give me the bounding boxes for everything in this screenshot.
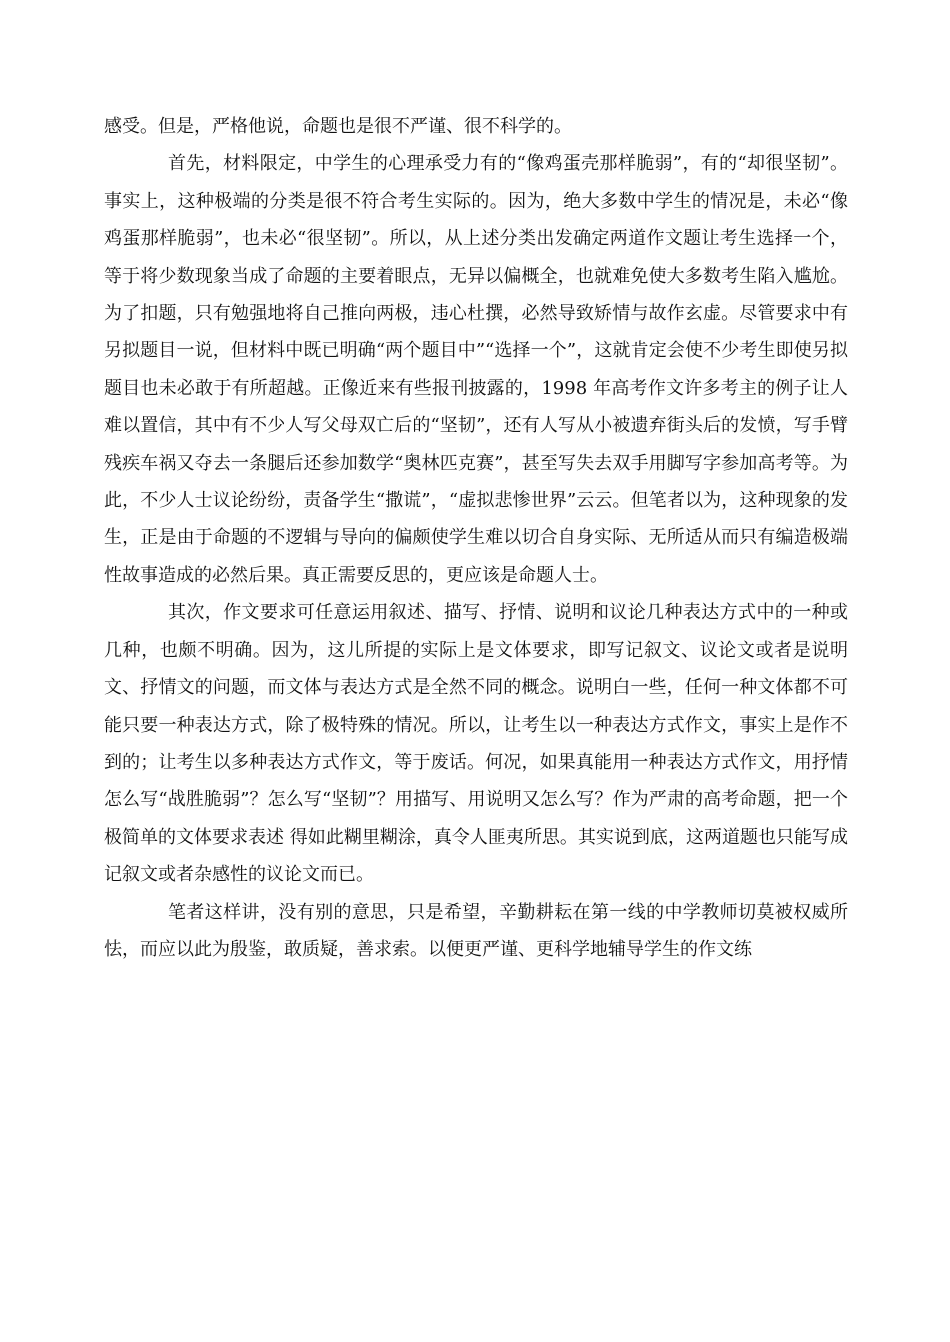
paragraph-second-point: 其次，作文要求可任意运用叙述、描写、抒情、说明和议论几种表达方式中的一种或几种，也颇不明确。因为，这儿所提的实际上是文体要求，即写记叙文、议论文或者是说明文、抒情文的问题，而文体与表达方式是全然不同的概念。说明白一些，任何一种文体都不可能只要一种表达方式，除了极特殊的情况。所以，让考生以一种表达方式作文，事实上是作不到的；让考生以多种表达方式作文，等于废话。何况，如果真能用一种表达方式作文，用抒情怎么写“战胜脆弱”？怎么写“坚韧”？用描写、用说明又怎么写？作为严肃的高考命题，把一个极简单的文体要求表述 得如此糊里糊涂，真令人匪夷所思。其实说到底，这两道题也只能写成记叙文或者杂感性的议论文而已。: [104, 602, 848, 886]
paragraph-first-point: 首先，材料限定，中学生的心理承受力有的“像鸡蛋壳那样脆弱”，有的“却很坚韧”。事实上，这种极端的分类是很不符合考生实际的。因为，绝大多数中学生的情况是，未必“像鸡蛋那样脆弱”，也未必“很坚韧”。所以，从上述分类出发确定两道作文题让考生选择一个，等于将少数现象当成了命题的主要着眼点，无异以偏概全，也就难免使大多数考生陷入尴尬。为了扣题，只有勉强地将自己推向两极，违心杜撰，必然导致矫情与故作玄虚。尽管要求中有另拟题目一说，但材料中既已明确“两个题目中”“选择一个”，这就肯定会使不少考生即使另拟题目也未必敢于有所超越。正像近来有些报刊披露的，1998 年高考作文许多考主的例子让人难以置信，其中有不少人写父母双亡后的“坚韧”，还有人写从小被遗弃街头后的发愤，写手臂残疾车祸又夺去一条腿后还参加数学“奥林匹克赛”，甚至写失去双手用脚写字参加高考等。为此，不少人士议论纷纷，责备学生“撒谎”，“虚拟悲惨世界”云云。但笔者以为，这种现象的发生，正是由于命题的不逻辑与导向的偏颇使学生难以切合自身实际、无所适从而只有编造极端性故事造成的必然后果。真正需要反思的，更应该是命题人士。: [104, 153, 848, 586]
paragraph-continuation: 感受。但是，严格他说，命题也是很不严谨、很不科学的。: [104, 116, 572, 137]
body-text: [104, 108, 848, 968]
paragraph-conclusion: 笔者这样讲，没有别的意思，只是希望，辛勤耕耘在第一线的中学教师切莫被权威所怯，而应以此为殷鉴，敢质疑，善求索。以便更严谨、更科学地辅导学生的作文练: [104, 901, 848, 960]
